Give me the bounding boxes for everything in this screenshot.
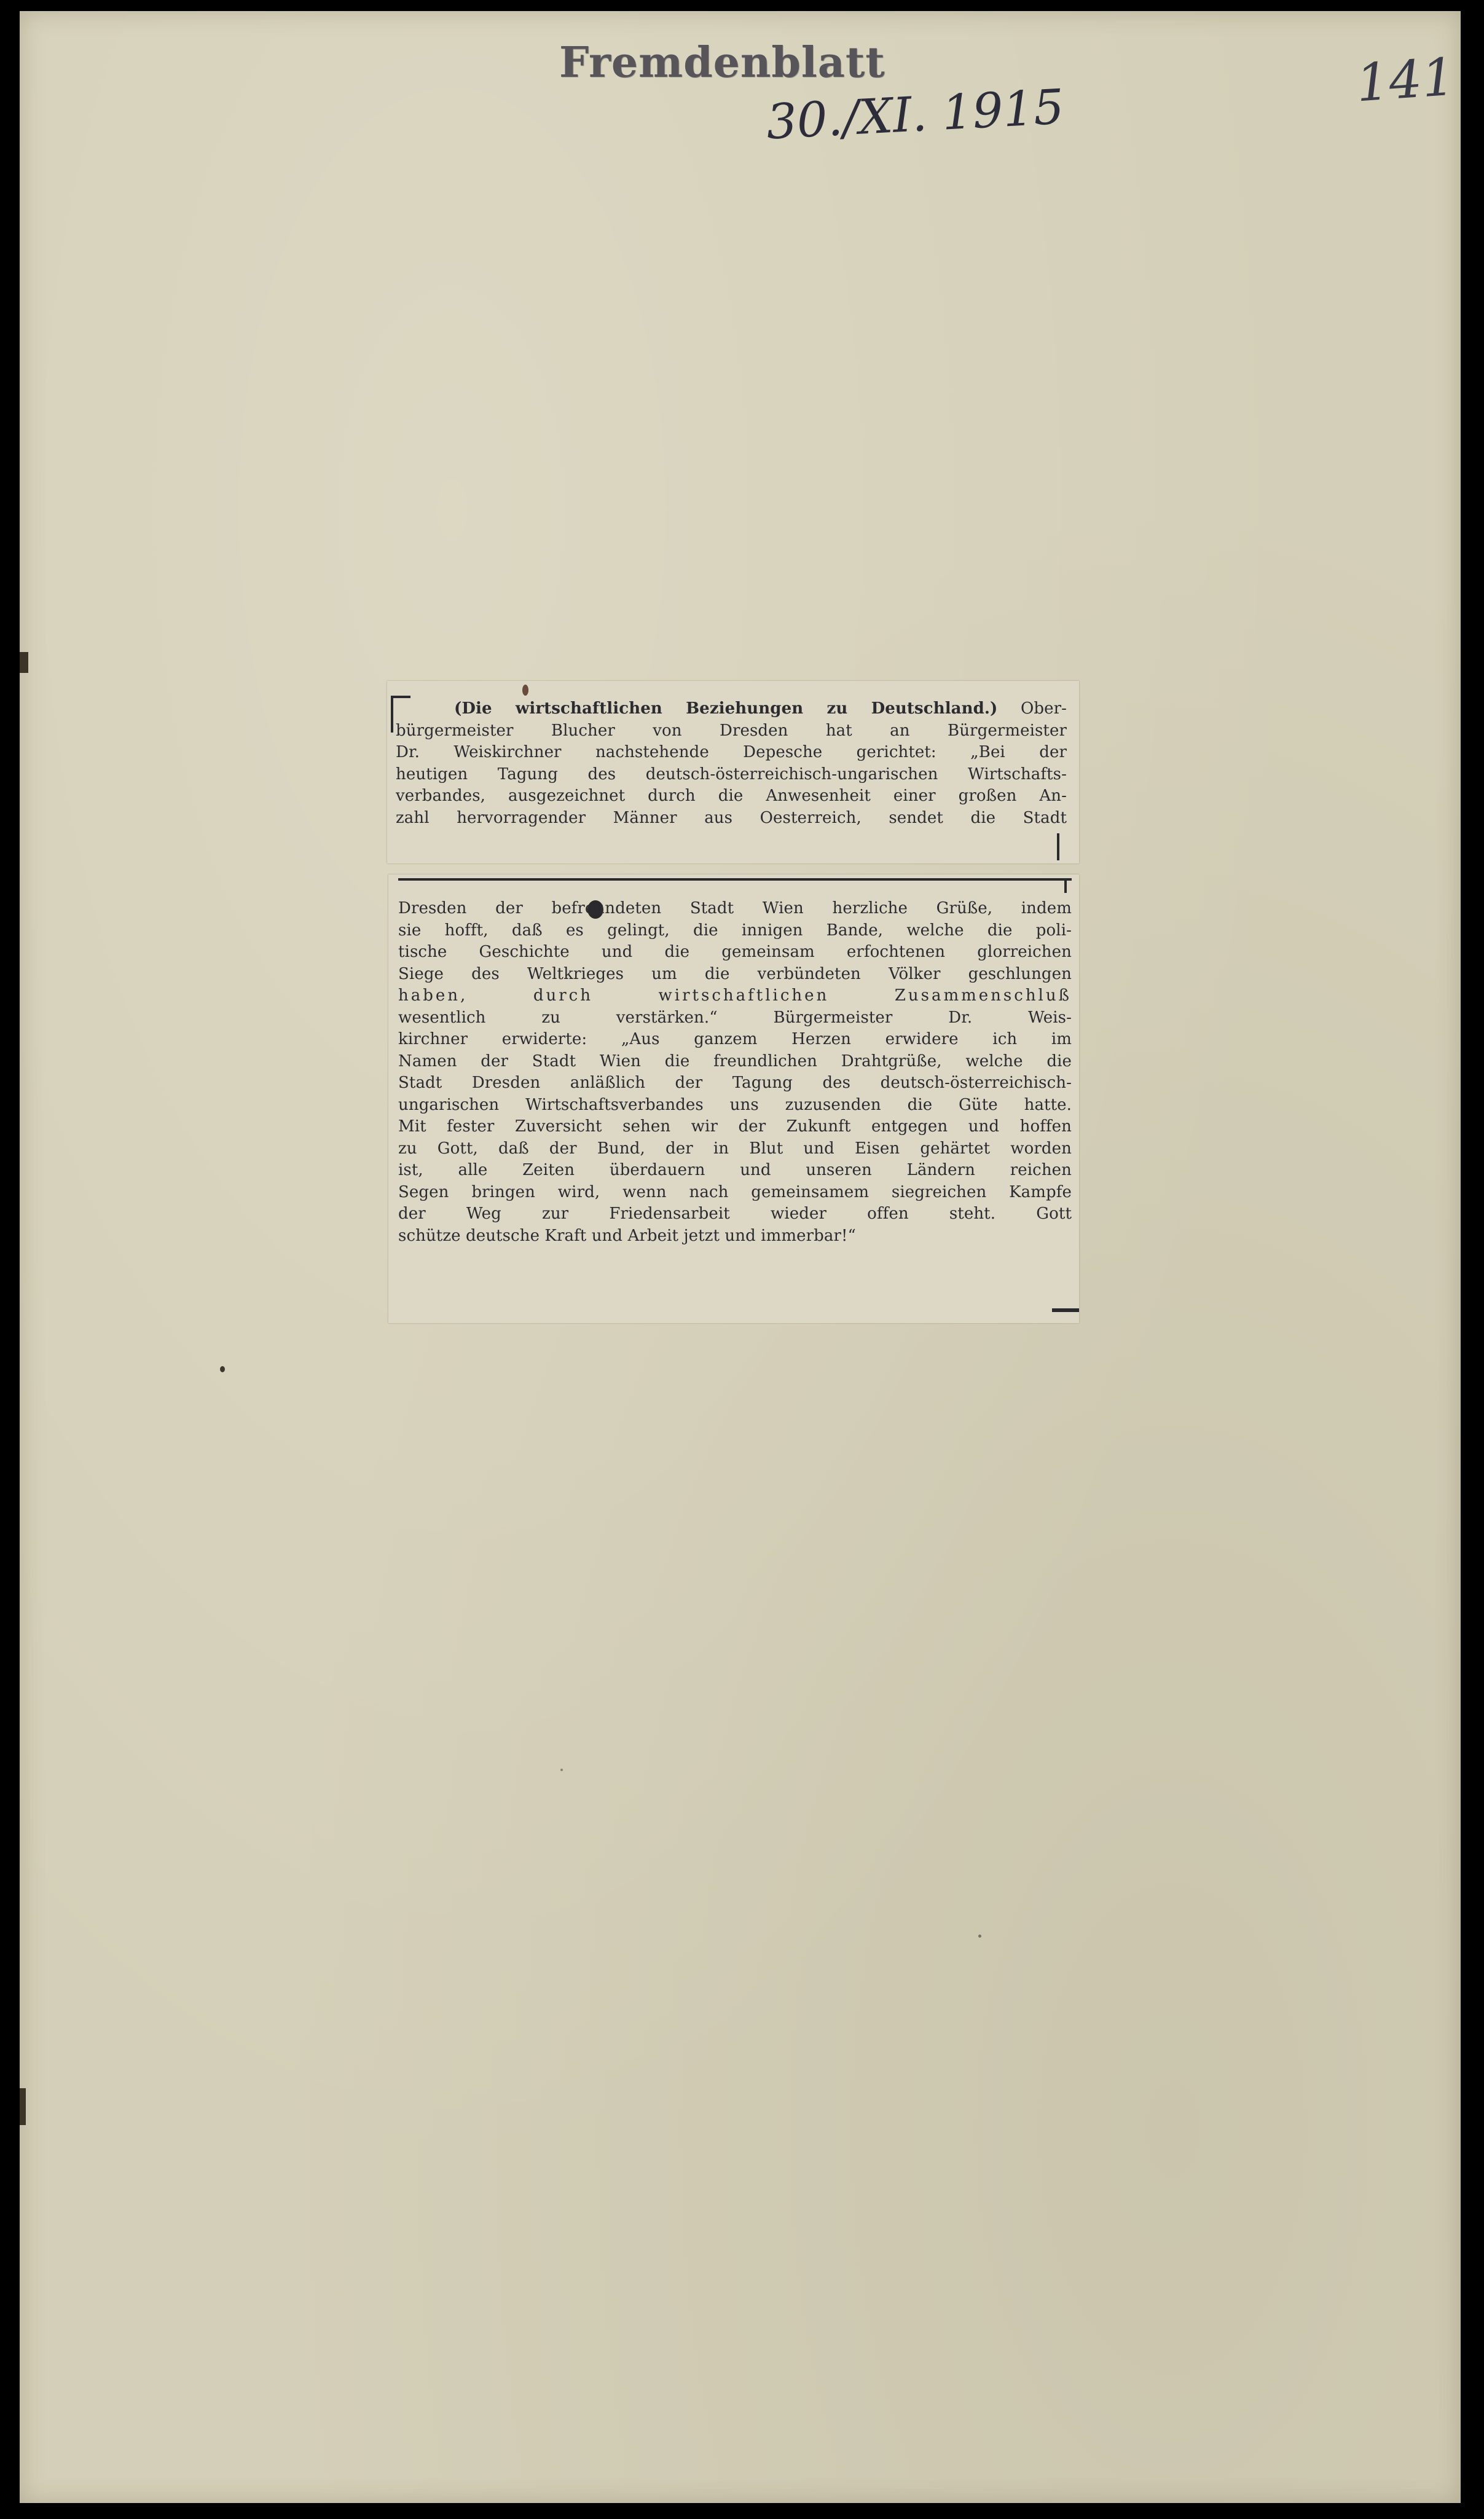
article-line: kirchner erwiderte: „Aus ganzem Herzen erwidere ich im: [398, 1030, 1072, 1048]
article-line: verbandes, ausgezeichnet durch die Anwesenheit einer großen An-: [396, 787, 1067, 805]
article-line: Siege des Weltkrieges um die verbündeten Völker geschlungen: [398, 964, 1072, 983]
clipping-bottom: [388, 874, 1079, 1323]
edge-mark: [20, 652, 28, 673]
newspaper-stamp: Fremdenblatt: [559, 38, 885, 87]
article-line: heutigen Tagung des deutsch-österreichisch-ungarischen Wirtschafts-: [396, 764, 1067, 784]
article-line: ungarischen Wirtschaftsverbandes uns zuzusenden die Güte hatte.: [398, 1095, 1072, 1114]
article-line: tische Geschichte und die gemeinsam erfochtenen glorreichen: [398, 943, 1072, 961]
article-line: zahl hervorragender Männer aus Oesterreich, sendet die Stadt: [396, 808, 1067, 827]
article-line: ist, alle Zeiten überdauern und unseren Ländern reichen: [398, 1161, 1072, 1179]
clipping-top-rule: [398, 878, 1072, 881]
ink-smudge: [522, 685, 528, 696]
article-line: Namen der Stadt Wien die freundlichen Drahtgrüße, welche die: [398, 1051, 1072, 1071]
article-line: schütze deutsche Kraft und Arbeit jetzt und immerbar!“: [398, 1226, 856, 1245]
article-line: [396, 698, 1067, 720]
handwritten-date: 30./XI. 1915: [764, 79, 1066, 151]
clipping-bottom-rule: [1057, 833, 1059, 860]
clipping-bottom-text: [398, 898, 1072, 1247]
clipping-top-text: [396, 698, 1067, 829]
article-line: sie hofft, daß es gelingt, die innigen Bande, welche die poli-: [398, 921, 1072, 940]
handwritten-folio-number: 141: [1354, 46, 1457, 114]
article-line: Segen bringen wird, wenn nach gemeinsamem siegreichen Kampfe: [398, 1182, 1072, 1201]
article-line: Mit fester Zuversicht sehen wir der Zukunft entgegen und hoffen: [398, 1117, 1072, 1136]
clipping-corner-rule: [1064, 878, 1067, 893]
edge-mark: [20, 2088, 26, 2125]
article-line: zu Gott, daß der Bund, der in Blut und Eisen gehärtet worden: [398, 1139, 1072, 1158]
article-line: Dresden der befreundeten Stadt Wien herzliche Grüße, indem: [398, 899, 1072, 918]
article-line: haben, durch wirtschaftlichen Zusammenschluß: [398, 986, 1072, 1005]
paper-speck: [560, 1769, 563, 1771]
article-line-text: Ober-: [1020, 699, 1067, 718]
clipping-corner-rule: [391, 696, 393, 733]
article-line: der Weg zur Friedensarbeit wieder offen steht. Gott: [398, 1204, 1072, 1223]
article-headline: (Die wirtschaftlichen Beziehungen zu Deutschland.): [454, 699, 998, 718]
clipping-top: [387, 681, 1079, 863]
article-line: bürgermeister Blucher von Dresden hat an Bürgermeister: [396, 721, 1067, 740]
archive-sheet: [20, 11, 1461, 2503]
clipping-end-rule: [1052, 1308, 1079, 1312]
article-line: wesentlich zu verstärken.“ Bürgermeister Dr. Weis-: [398, 1008, 1072, 1027]
paper-speck: [978, 1935, 981, 1938]
article-line: Dr. Weiskirchner nachstehende Depesche gerichtet: „Bei der: [396, 743, 1067, 761]
paper-speck: [220, 1366, 225, 1372]
article-line: Stadt Dresden anläßlich der Tagung des deutsch-österreichisch-: [398, 1074, 1072, 1092]
